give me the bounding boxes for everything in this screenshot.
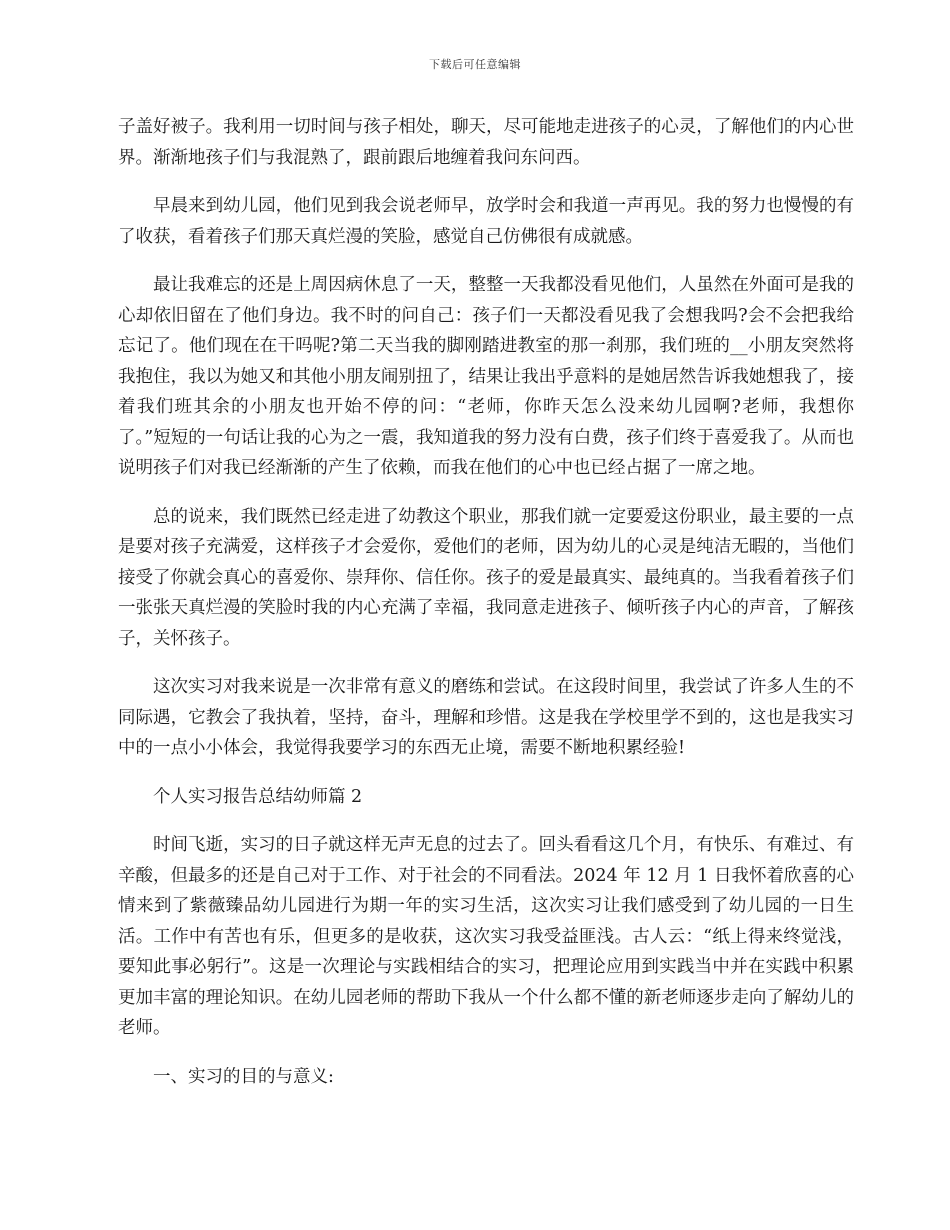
paragraph-4: 总的说来，我们既然已经走进了幼教这个职业，那我们就一定要爱这份职业，最主要的一点是要对孩子充满爱，这样孩子才会爱你，爱他们的老师，因为幼儿的心灵是纯洁无暇的，当他们接受了你就会真心的喜爱你、崇拜你、信任你。孩子的爱是最真实、最纯真的。当我看着孩子们一张张天真烂漫的笑脸时我的内心充满了幸福，我同意走进孩子、倾听孩子内心的声音，了解孩子，关怀孩子。 (118, 506, 854, 649)
paragraph-5: 这次实习对我来说是一次非常有意义的磨练和尝试。在这段时间里，我尝试了许多人生的不同际遇，它教会了我执着，坚持，奋斗，理解和珍惜。这是我在学校里学不到的，这也是我实习中的一点小小体会，我觉得我要学习的东西无止境，需要不断地积累经验! (118, 677, 854, 758)
paragraph-1: 子盖好被子。我利用一切时间与孩子相处，聊天，尽可能地走进孩子的心灵，了解他们的内心世界。渐渐地孩子们与我混熟了，跟前跟后地缠着我问东问西。 (118, 117, 854, 168)
paragraph-6: 时间飞逝，实习的日子就这样无声无息的过去了。回头看看这几个月，有快乐、有难过、有辛酸，但最多的还是自己对于工作、对于社会的不同看法。2024 年 12 月 1 日我怀着欣喜的心情来到了紫薇臻品幼儿园进行为期一年的实习生活，这次实习让我们感受到了幼儿园的一日生活。工作中有苦也有乐，但更多的是收获，这次实习我受益匪浅。古人云：“纸上得来终觉浅，要知此事必躬行”。这是一次理论与实践相结合的实习，把理论应用到实践当中并在实践中积累更加丰富的理论知识。在幼儿园老师的帮助下我从一个什么都不懂的新老师逐步走向了解幼儿的老师。 (118, 835, 854, 1038)
subheading: 一、实习的目的与意义: (153, 1066, 334, 1087)
page-header-note: 下载后可任意编辑 (429, 58, 521, 71)
document-body (118, 112, 854, 1110)
paragraph-2: 早晨来到幼儿园，他们见到我会说老师早，放学时会和我道一声再见。我的努力也慢慢的有了收获，看着孩子们那天真烂漫的笑脸，感觉自己仿佛很有成就感。 (118, 196, 854, 247)
section-title: 个人实习报告总结幼师篇 2 (153, 786, 363, 807)
paragraph-3: 最让我难忘的还是上周因病休息了一天，整整一天我都没看见他们，人虽然在外面可是我的心却依旧留在了他们身边。我不时的问自己：孩子们一天都没看见我了会想我吗?会不会把我给忘记了。他们现在在干吗呢?第二天当我的脚刚踏进教室的那一刹那，我们班的__小朋友突然将我抱住，我以为她又和其他小朋友闹别扭了，结果让我出乎意料的是她居然告诉我她想我了，接着我们班其余的小朋友也开始不停的问：“老师，你昨天怎么没来幼儿园啊?老师，我想你了。”短短的一句话让我的心为之一震，我知道我的努力没有白费，孩子们终于喜爱我了。从而也说明孩子们对我已经渐渐的产生了依赖，而我在他们的心中也已经占据了一席之地。 (118, 275, 854, 478)
